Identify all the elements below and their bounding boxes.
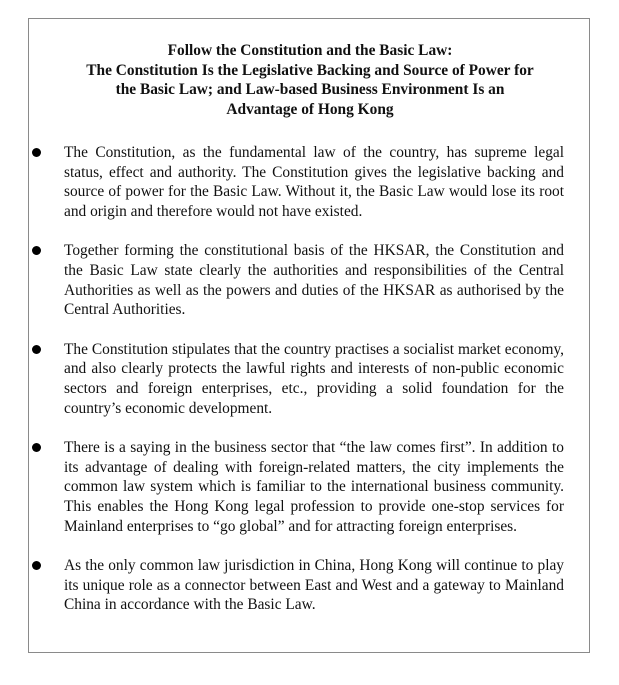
- bullet-text: There is a saying in the business sector that “the law comes first”. In addition to its advantage of dealing with foreign-related matters, the city implements the common law system which is familiar to the international business community. This enables the Hong Kong legal profession to provide one-stop services for Mainland enterprises to “go global” and for attracting foreign enterprises.: [64, 439, 564, 535]
- bullet-item: [29, 143, 564, 221]
- bullet-dot-icon: [32, 148, 41, 157]
- bullet-text: The Constitution, as the fundamental law of the country, has supreme legal status, effect and authority. The Constitution gives the legislative backing and source of power for the Basic Law. Without it, the Basic Law would lose its root and origin and therefore would not have existed.: [64, 144, 564, 220]
- document-frame: [28, 18, 590, 653]
- bullet-list: [29, 143, 591, 615]
- title-line: The Constitution Is the Legislative Backing and Source of Power for: [86, 61, 534, 79]
- title-line: Follow the Constitution and the Basic Law:: [167, 42, 453, 59]
- bullet-dot-icon: [32, 561, 41, 570]
- title-line: the Basic Law; and Law-based Business Environment Is an: [115, 81, 505, 98]
- bullet-dot-icon: [32, 246, 41, 255]
- bullet-dot-icon: [32, 345, 41, 354]
- bullet-item: [29, 340, 564, 418]
- bullet-text: The Constitution stipulates that the country practises a socialist market economy, and also clearly protects the lawful rights and interests of non-public economic sectors and foreign enterprises, etc., providing a solid foundation for the country’s economic development.: [64, 340, 564, 417]
- bullet-text: As the only common law jurisdiction in China, Hong Kong will continue to play its unique role as a connector between East and West and a gateway to Mainland China in accordance with the Basic Law.: [64, 557, 564, 614]
- bullet-item: [29, 556, 564, 615]
- bullet-text: Together forming the constitutional basis of the HKSAR, the Constitution and the Basic Law state clearly the authorities and responsibilities of the Central Authorities as well as the powers and duties of the HKSAR as authorised by the Central Authorities.: [64, 242, 564, 319]
- bullet-dot-icon: [32, 443, 41, 452]
- document-title: [29, 41, 591, 119]
- bullet-item: [29, 438, 564, 536]
- bullet-item: [29, 241, 564, 319]
- title-line: Advantage of Hong Kong: [226, 100, 394, 118]
